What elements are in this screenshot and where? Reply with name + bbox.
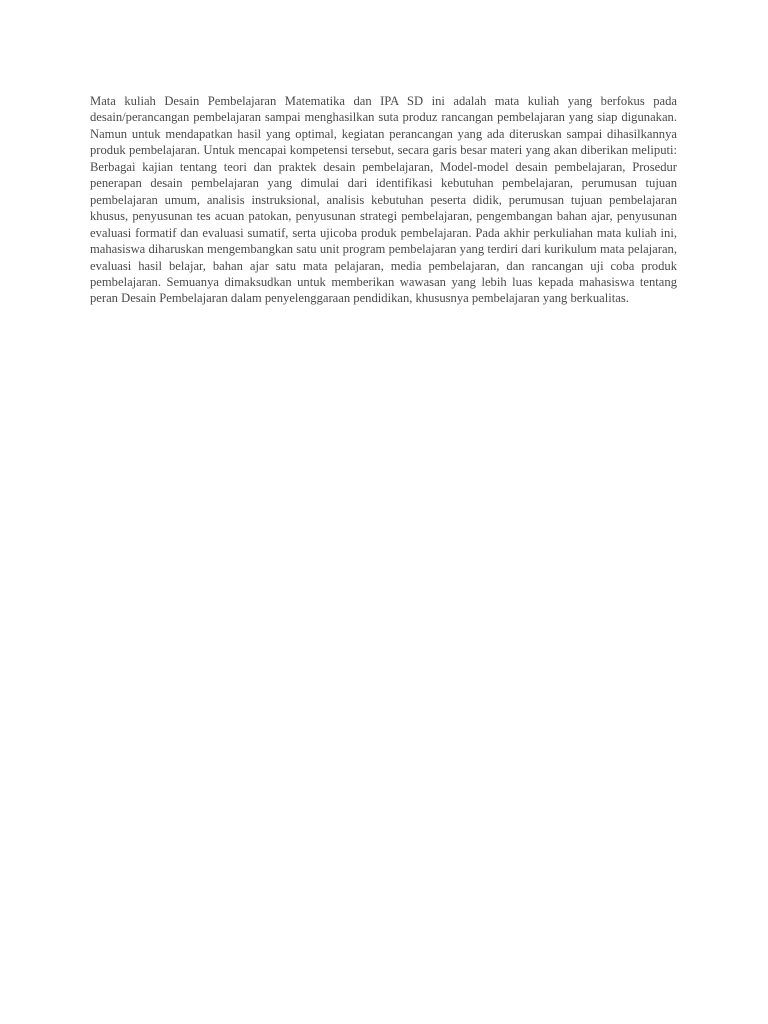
body-paragraph: Mata kuliah Desain Pembelajaran Matematika dan IPA SD ini adalah mata kuliah yang berfokus pada desain/perancangan pembelajaran sampai menghasilkan suta produz rancangan pembelajaran yang siap digunakan. Namun untuk mendapatkan hasil yang optimal, kegiatan perancangan yang ada diteruskan sampai dihasilkannya produk pembelajaran. Untuk mencapai kompetensi tersebut, secara garis besar materi yang akan diberikan meliputi: Berbagai kajian tentang teori dan praktek desain pembelajaran, Model-model desain pembelajaran, Prosedur penerapan desain pembelajaran yang dimulai dari identifikasi kebutuhan pembelajaran, perumusan tujuan pembelajaran umum, analisis instruksional, analisis kebutuhan peserta didik, perumusan tujuan pembelajaran khusus, penyusunan tes acuan patokan, penyusunan strategi pembelajaran, pengembangan bahan ajar, penyusunan evaluasi formatif dan evaluasi sumatif, serta ujicoba produk pembelajaran. Pada akhir perkuliahan mata kuliah ini, mahasiswa diharuskan mengembangkan satu unit program pembelajaran yang terdiri dari kurikulum mata pelajaran, evaluasi hasil belajar, bahan ajar satu mata pelajaran, media pembelajaran, dan rancangan uji coba produk pembelajaran. Semuanya dimaksudkan untuk memberikan wawasan yang lebih luas kepada mahasiswa tentang peran Desain Pembelajaran dalam penyelenggaraan pendidikan, khususnya pembelajaran yang berkualitas.	[90, 94, 677, 306]
